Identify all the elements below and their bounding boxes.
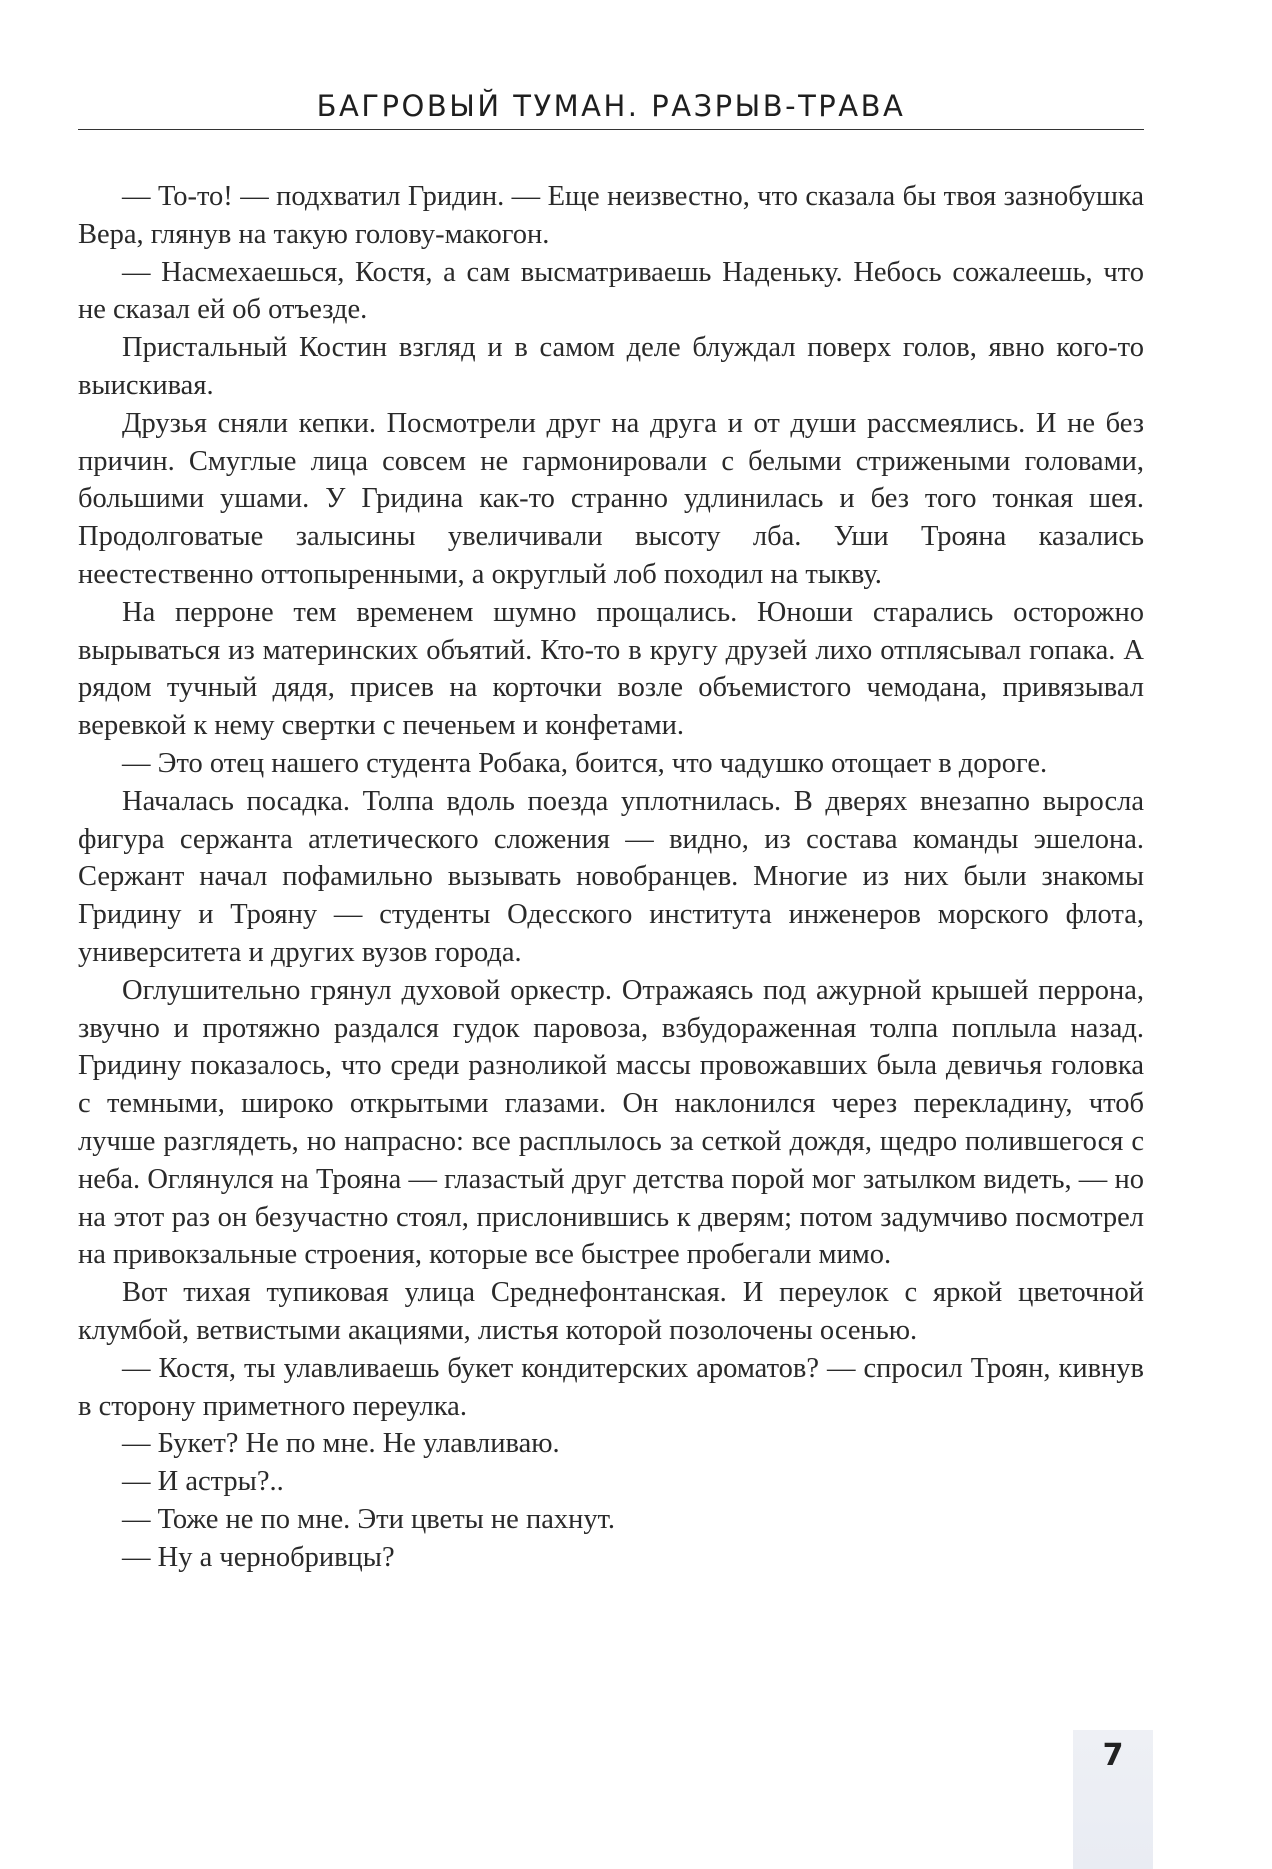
paragraph: — Тоже не по мне. Эти цветы не пахнут.: [122, 1503, 616, 1535]
paragraph: — Костя, ты улавливаешь букет кондитерских ароматов? — спросил Троян, кивнув в сторону приметного переулка.: [78, 1352, 1144, 1422]
paragraph: На перроне тем временем шумно прощались. Юноши старались осторожно вырываться из материнских объятий. Кто-то в кругу друзей лихо отплясывал гопака. А рядом тучный дядя, присев на корточки возле объемистого чемодана, привязывал веревкой к нему свертки с печеньем и конфетами.: [78, 596, 1144, 742]
paragraph: Вот тихая тупиковая улица Среднефонтанская. И переулок с яркой цветочной клумбой, ветвистыми акациями, листья которой позолочены осенью.: [78, 1277, 1144, 1346]
body-text: [78, 178, 1144, 1576]
header-rule: [78, 129, 1144, 130]
paragraph: Пристальный Костин взгляд и в самом деле блуждал поверх голов, явно кого-то выискивая.: [78, 332, 1144, 401]
paragraph: — Насмехаешься, Костя, а сам высматриваешь Наденьку. Небось сожалеешь, что не сказал ей об отъезде.: [78, 256, 1144, 326]
paragraph: Оглушительно грянул духовой оркестр. Отражаясь под ажурной крышей перрона, звучно и протяжно раздался гудок паровоза, взбудораженная толпа поплыла назад. Гридину показалось, что среди разноликой массы провожавших была девичья головка с темными, широко открытыми глазами. Он наклонился через перекладину, чтоб лучше разглядеть, но напрасно: все расплылось за сеткой дождя, щедро полившегося с неба. Оглянулся на Трояна — глазастый друг детства порой мог затылком видеть, — но на этот раз он безучастно стоял, прислонившись к дверям; потом задумчиво посмотрел на привокзальные строения, которые все быстрее пробегали мимо.: [78, 974, 1144, 1271]
page-number: 7: [1102, 1738, 1124, 1773]
paragraph: — Букет? Не по мне. Не улавливаю.: [122, 1428, 560, 1460]
paragraph: — Это отец нашего студента Робака, боится, что чадушко отощает в дороге.: [122, 747, 1048, 779]
running-title: БАГРОВЫЙ ТУМАН. РАЗРЫВ-ТРАВА: [316, 89, 906, 123]
paragraph: Началась посадка. Толпа вдоль поезда уплотнилась. В дверях внезапно выросла фигура сержанта атлетического сложения — видно, из состава команды эшелона. Сержант начал пофамильно вызывать новобранцев. Многие из них были знакомы Гридину и Трояну — студенты Одесского института инженеров морского флота, университета и других вузов города.: [78, 785, 1144, 968]
paragraph: — То-то! — подхватил Гридин. — Еще неизвестно, что сказала бы твоя зазнобушка Вера, глянув на такую голову-макогон.: [78, 181, 1144, 250]
paragraph: — Ну а чернобривцы?: [122, 1541, 395, 1573]
paragraph: — И астры?..: [122, 1466, 284, 1498]
paragraph: Друзья сняли кепки. Посмотрели друг на друга и от души рассмеялись. И не без причин. Смуглые лица совсем не гармонировали с белыми стрижеными головами, большими ушами. У Гридина как-то странно удлинилась и без того тонкая шея. Продолговатые залысины увеличивали высоту лба. Уши Трояна казались неестественно оттопыренными, а округлый лоб походил на тыкву.: [78, 407, 1144, 590]
